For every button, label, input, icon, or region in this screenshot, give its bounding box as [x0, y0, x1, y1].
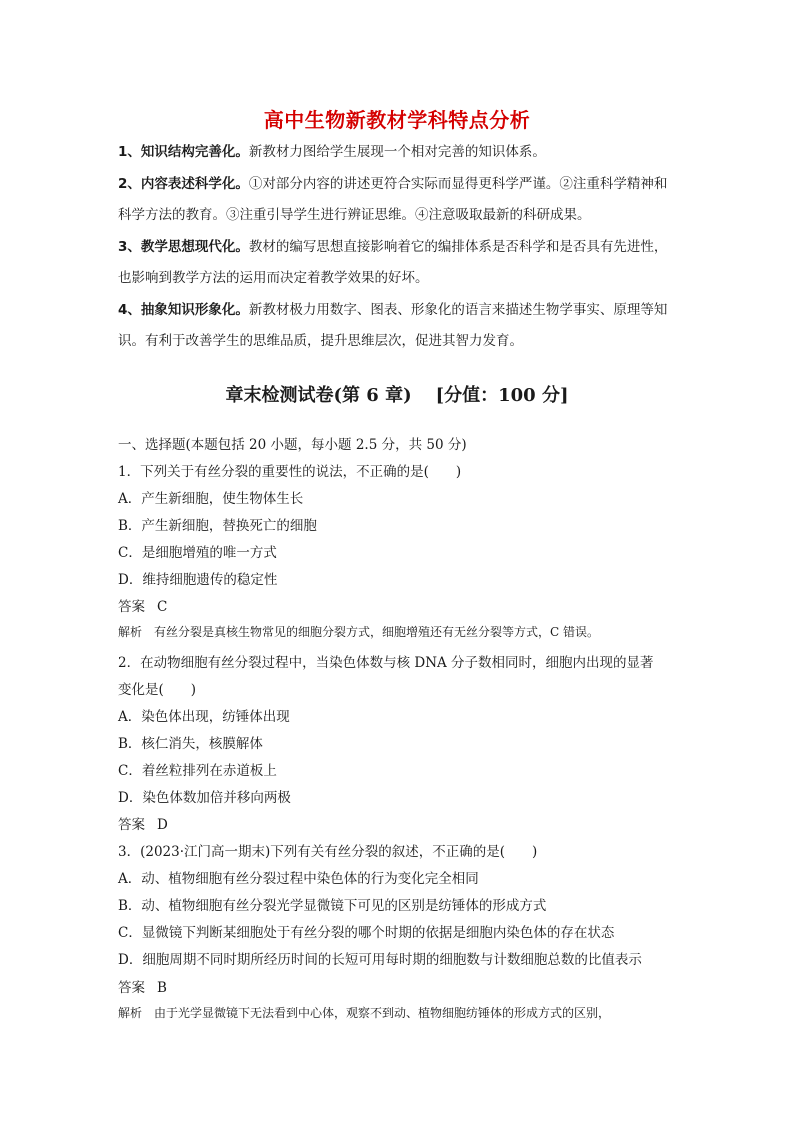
question-3-option-c: C．显微镜下判断某细胞处于有丝分裂的哪个时期的依据是细胞内染色体的存在状态 [118, 925, 615, 941]
question-1-analysis [118, 623, 599, 640]
section-heading: 一、选择题(本题包括 20 小题，每小题 2.5 分，共 50 分) [118, 437, 467, 453]
answer-value: B [157, 980, 167, 996]
question-1-stem: 1．下列关于有丝分裂的重要性的说法，不正确的是( ) [118, 464, 462, 480]
answer-label: 答案 [118, 817, 145, 833]
question-3-analysis [118, 1004, 610, 1021]
answer-value: D [157, 817, 168, 833]
exam-title [0, 381, 794, 407]
analysis-text: 由于光学显微镜下无法看到中心体，观察不到动、植物细胞纺锤体的形成方式的区别， [154, 1006, 611, 1020]
intro-point-4 [118, 295, 678, 357]
question-1-option-b: B．产生新细胞，替换死亡的细胞 [118, 518, 317, 534]
exam-score: [分值：100 分] [435, 385, 569, 406]
intro-point-text: 新教材力图给学生展现一个相对完善的知识体系。 [248, 144, 546, 160]
question-2-option-d: D．染色体数加倍并移向两极 [118, 790, 291, 806]
question-2-option-c: C．着丝粒排列在赤道板上 [118, 763, 277, 779]
question-1-option-d: D．维持细胞遗传的稳定性 [118, 572, 278, 588]
question-2-option-a: A．染色体出现，纺锤体出现 [118, 709, 290, 725]
question-2-answer [118, 813, 168, 833]
question-2-stem-line-2: 变化是( ) [118, 682, 197, 698]
question-2-stem-line-1: 2．在动物细胞有丝分裂过程中，当染色体数与核 DNA 分子数相同时，细胞内出现的显著 [118, 655, 654, 671]
intro-title: 高中生物新教材学科特点分析 [263, 108, 531, 132]
intro-point-text: ①对部分内容的讲述更符合实际而显得更科学严谨。②注重科学精神和科学方法的教育。③注重引导学生进行辨证思维。④注意吸取最新的科研成果。 [118, 176, 668, 223]
analysis-label: 解析 [118, 1006, 143, 1020]
question-3-option-a: A．动、植物细胞有丝分裂过程中染色体的行为变化完全相同 [118, 871, 479, 887]
question-3-answer [118, 976, 167, 996]
intro-point-text: 新教材极力用数字、图表、形象化的语言来描述生物学事实、原理等知识。有利于改善学生的思维品质，提升思维层次，促进其智力发育。 [118, 302, 668, 349]
intro-point-head: 3、教学思想现代化。 [118, 239, 249, 255]
answer-value: C [157, 599, 168, 615]
question-2-option-b: B．核仁消失，核膜解体 [118, 736, 263, 752]
intro-point-head: 1、知识结构完善化。 [118, 144, 249, 160]
intro-point-2 [118, 169, 678, 231]
answer-label: 答案 [118, 599, 145, 615]
exam-title-text: 章末检测试卷(第 6 章) [225, 385, 412, 406]
question-3-option-d: D．细胞周期不同时期所经历时间的长短可用每时期的细胞数与计数细胞总数的比值表示 [118, 952, 642, 968]
analysis-label: 解析 [118, 625, 143, 639]
question-3-option-b: B．动、植物细胞有丝分裂光学显微镜下可见的区别是纺锤体的形成方式 [118, 898, 547, 914]
question-1-option-a: A．产生新细胞，使生物体生长 [118, 491, 304, 507]
question-3-stem: 3．(2023·江门高一期末)下列有关有丝分裂的叙述，不正确的是( ) [118, 844, 538, 860]
question-1-answer [118, 595, 167, 615]
answer-label: 答案 [118, 980, 145, 996]
intro-point-1 [118, 137, 678, 168]
analysis-text: 有丝分裂是真核生物常见的细胞分裂方式，细胞增殖还有无丝分裂等方式，C 错误。 [154, 625, 600, 639]
intro-point-3 [118, 232, 678, 294]
question-1-option-c: C．是细胞增殖的唯一方式 [118, 545, 277, 561]
intro-point-head: 2、内容表述科学化。 [118, 176, 249, 192]
intro-point-text: 教材的编写思想直接影响着它的编排体系是否科学和是否具有先进性，也影响到教学方法的运用而决定着教学效果的好坏。 [118, 239, 668, 286]
intro-point-head: 4、抽象知识形象化。 [118, 302, 249, 318]
